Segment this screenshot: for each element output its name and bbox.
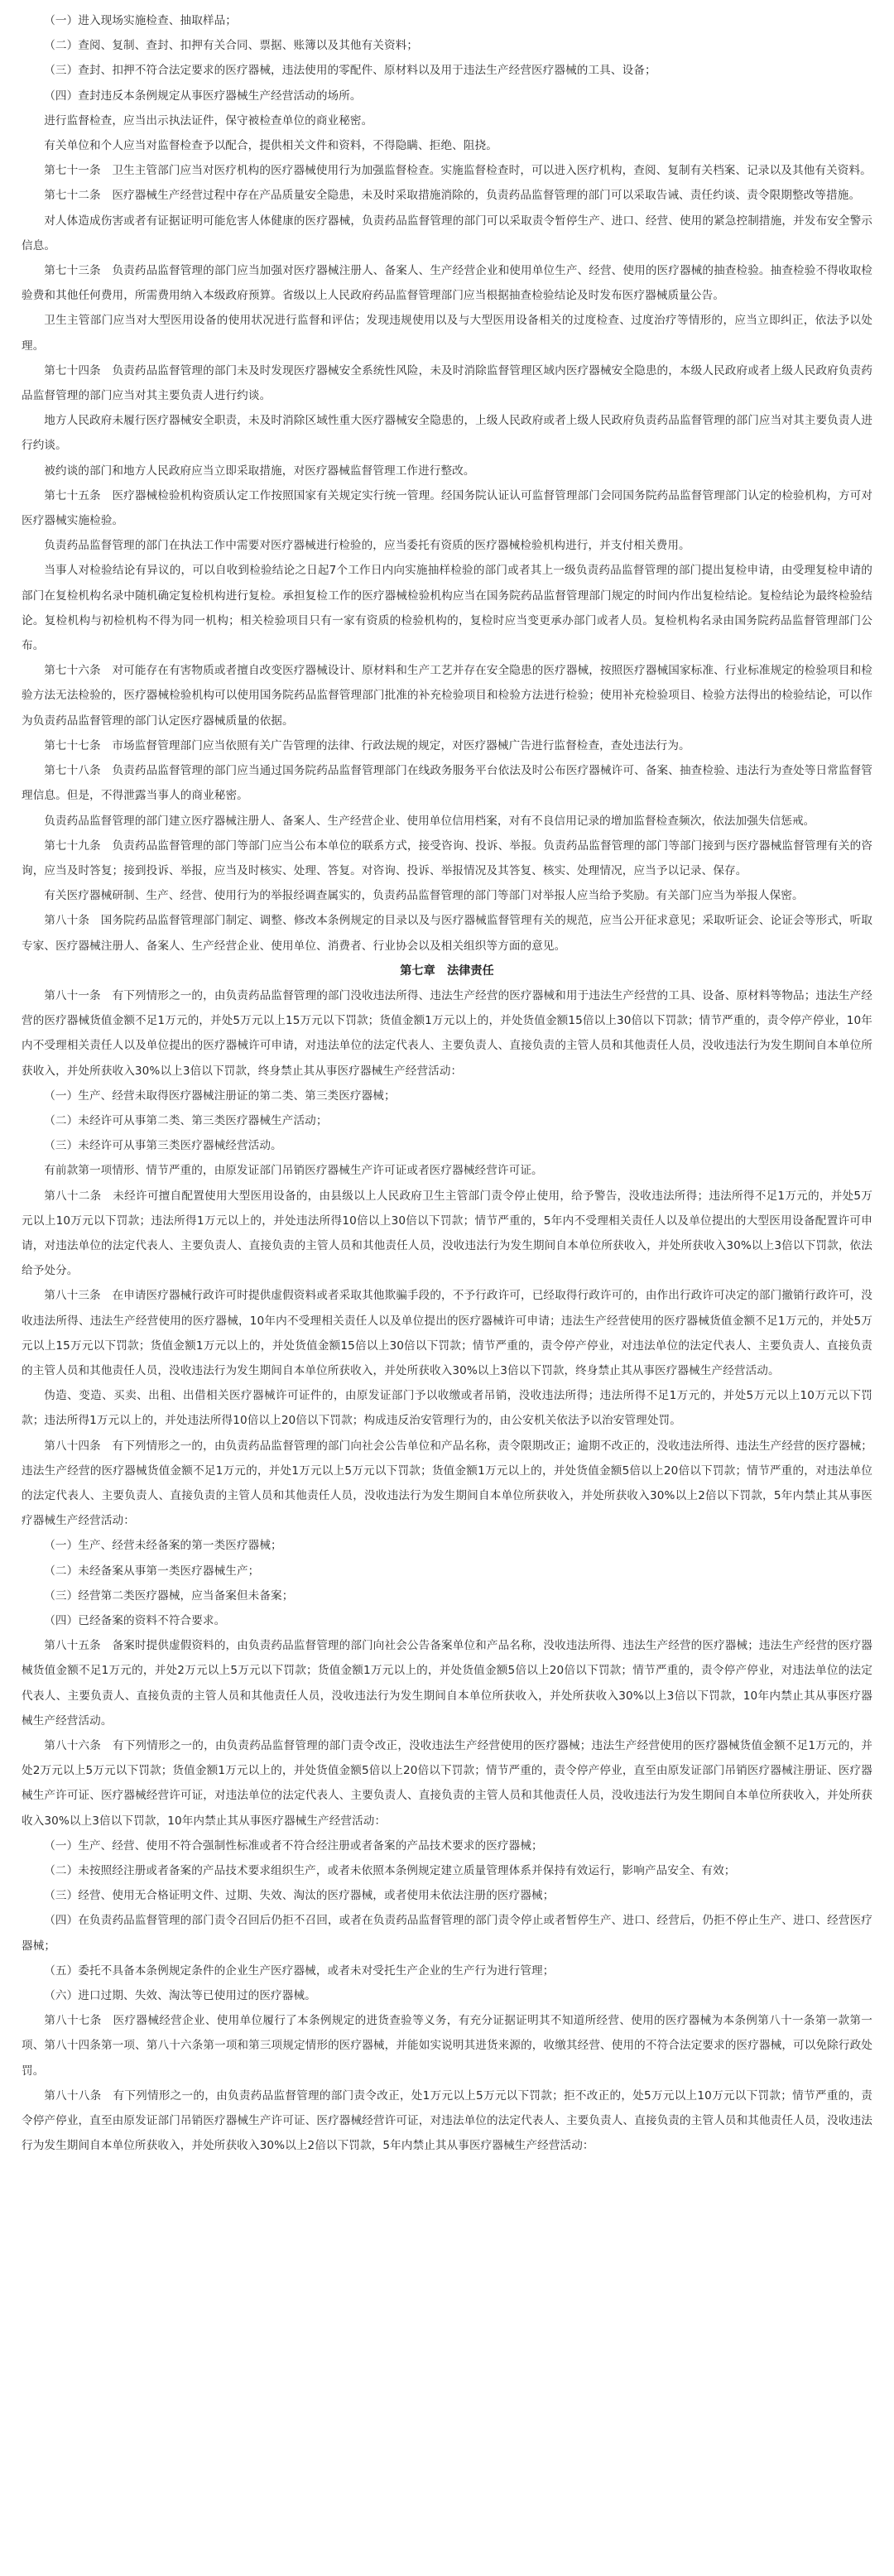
paragraph: 对人体造成伤害或者有证据证明可能危害人体健康的医疗器械，负责药品监督管理的部门可以采取责令暂停生产、进口、经营、使用的紧急控制措施，并发布安全警示信息。 xyxy=(22,214,872,252)
list-item: （三）经营第二类医疗器械，应当备案但未备案； xyxy=(44,1588,294,1603)
list-item: （三）未经许可从事第三类医疗器械经营活动。 xyxy=(44,1139,282,1153)
article-77: 第七十七条 市场监督管理部门应当依照有关广告管理的法律、行政法规的规定，对医疗器械广告进行监督检查，查处违法行为。 xyxy=(44,738,690,752)
list-item: （二）未经许可从事第二类、第三类医疗器械生产活动； xyxy=(44,1113,328,1127)
article-74: 第七十四条 负责药品监督管理的部门未及时发现医疗器械安全系统性风险，未及时消除监督管理区域内医疗器械安全隐患的，本级人民政府或者上级人民政府负责药品监督管理的部门应当对其主要负责人进行约谈。 xyxy=(22,363,872,403)
chapter-heading: 第七章 法律责任 xyxy=(400,964,494,978)
list-item: （六）进口过期、失效、淘汰等已使用过的医疗器械。 xyxy=(44,1989,316,2003)
article-73: 第七十三条 负责药品监督管理的部门应当加强对医疗器械注册人、备案人、生产经营企业和使用单位生产、经营、使用的医疗器械的抽查检验。抽查检验不得收取检验费和其他任何费用，所需费用纳入本级政府预算。省级以上人民政府药品监督管理部门应当根据抽查检验结论及时发布医疗器械质量公告。 xyxy=(22,264,872,303)
list-item: （四）已经备案的资料不符合要求。 xyxy=(44,1614,226,1627)
list-item: （三）经营、使用无合格证明文件、过期、失效、淘汰的医疗器械，或者使用未依法注册的医疗器械； xyxy=(44,1889,555,1903)
paragraph: 被约谈的部门和地方人民政府应当立即采取措施，对医疗器械监督管理工作进行整改。 xyxy=(44,464,475,478)
list-item: （二）未按照经注册或者备案的产品技术要求组织生产，或者未依照本条例规定建立质量管理体系并保持有效运行，影响产品安全、有效； xyxy=(44,1864,736,1878)
article-75: 第七十五条 医疗器械检验机构资质认定工作按照国家有关规定实行统一管理。经国务院认证认可监督管理部门会同国务院药品监督管理部门认定的检验机构，方可对医疗器械实施检验。 xyxy=(22,488,872,528)
paragraph: 地方人民政府未履行医疗器械安全职责，未及时消除区域性重大医疗器械安全隐患的，上级人民政府或者上级人民政府负责药品监督管理的部门应当对其主要负责人进行约谈。 xyxy=(22,414,872,453)
article-72: 第七十二条 医疗器械生产经营过程中存在产品质量安全隐患，未及时采取措施消除的，负责药品监督管理的部门可以采取告诫、责任约谈、责令限期整改等措施。 xyxy=(44,189,861,203)
article-85: 第八十五条 备案时提供虚假资料的，由负责药品监督管理的部门向社会公告备案单位和产品名称，没收违法所得、违法生产经营的医疗器械；违法生产经营的医疗器械货值金额不足1万元的，并处2万元以上5万元以下罚款；货值金额1万元以上的，并处货值金额5倍以上20倍以下罚款；情节严重的，责令停产停业，对违法单位的法定代表人、主要负责人、直接负责的主管人员和其他责任人员，没收违法行为发生期间自本单位所获收入，并处所获收入30%以上3倍以下罚款，10年内禁止其从事医疗器械生产经营活动。 xyxy=(22,1639,872,1728)
article-84: 第八十四条 有下列情形之一的，由负责药品监督管理的部门向社会公告单位和产品名称，责令限期改正；逾期不改正的，没收违法所得、违法生产经营的医疗器械；违法生产经营的医疗器械货值金额不足1万元的，并处1万元以上5万元以下罚款；货值金额1万元以上的，并处货值金额5倍以上20倍以下罚款；情节严重的，对违法单位的法定代表人、主要负责人、直接负责的主管人员和其他责任人员，没收违法行为发生期间自本单位所获收入，并处所获收入30%以上2倍以下罚款，5年内禁止其从事医疗器械生产经营活动： xyxy=(22,1439,872,1528)
list-item: （四）在负责药品监督管理的部门责令召回后仍拒不召回，或者在负责药品监督管理的部门责令停止或者暂停生产、进口、经营后，仍拒不停止生产、进口、经营医疗器械； xyxy=(22,1914,872,1953)
paragraph: 有前款第一项情形、情节严重的，由原发证部门吊销医疗器械生产许可证或者医疗器械经营许可证。 xyxy=(44,1164,543,1178)
paragraph: 当事人对检验结论有异议的，可以自收到检验结论之日起7个工作日内向实施抽样检验的部门或者其上一级负责药品监督管理的部门提出复检申请，由受理复检申请的部门在复检机构名录中随机确定复检机构进行复检。承担复检工作的医疗器械检验机构应当在国务院药品监督管理部门规定的时间内作出复检结论。复检结论为最终检验结论。复检机构与初检机构不得为同一机构；相关检验项目只有一家有资质的检验机构的，复检时应当变更承办部门或者人员。复检机构名录由国务院药品监督管理部门公布。 xyxy=(22,564,872,653)
list-item: （二）未经备案从事第一类医疗器械生产； xyxy=(44,1564,260,1578)
paragraph: （三）查封、扣押不符合法定要求的医疗器械，违法使用的零配件、原材料以及用于违法生产经营医疗器械的工具、设备； xyxy=(44,64,656,78)
paragraph: 有关医疗器械研制、生产、经营、使用行为的举报经调查属实的，负责药品监督管理的部门等部门对举报人应当给予奖励。有关部门应当为举报人保密。 xyxy=(44,889,804,903)
paragraph: 进行监督检查，应当出示执法证件，保守被检查单位的商业秘密。 xyxy=(44,113,373,127)
list-item: （一）生产、经营未经备案的第一类医疗器械； xyxy=(44,1539,282,1553)
article-88: 第八十八条 有下列情形之一的，由负责药品监督管理的部门责令改正，处1万元以上5万元以下罚款；拒不改正的，处5万元以上10万元以下罚款；情节严重的，责令停产停业，直至由原发证部门吊销医疗器械生产许可证、医疗器械经营许可证，对违法单位的法定代表人、主要负责人、直接负责的主管人员和其他责任人员，没收违法行为发生期间自本单位所获收入，并处所获收入30%以上2倍以下罚款，5年内禁止其从事医疗器械生产经营活动： xyxy=(22,2088,872,2153)
paragraph: （二）查阅、复制、查封、扣押有关合同、票据、账簿以及其他有关资料； xyxy=(44,39,419,53)
article-76: 第七十六条 对可能存在有害物质或者擅自改变医疗器械设计、原材料和生产工艺并存在安全隐患的医疗器械，按照医疗器械国家标准、行业标准规定的检验项目和检验方法无法检验的，医疗器械检验机构可以使用国务院药品监督管理部门批准的补充检验项目和检验方法进行检验；使用补充检验项目、检验方法得出的检验结论，可以作为负责药品监督管理的部门认定医疗器械质量的依据。 xyxy=(22,664,872,728)
list-item: （一）生产、经营、使用不符合强制性标准或者不符合经注册或者备案的产品技术要求的医疗器械； xyxy=(44,1838,543,1853)
article-78: 第七十八条 负责药品监督管理的部门应当通过国务院药品监督管理部门在线政务服务平台依法及时公布医疗器械许可、备案、抽查检验、违法行为查处等日常监督管理信息。但是，不得泄露当事人的商业秘密。 xyxy=(22,764,872,803)
article-71: 第七十一条 卫生主管部门应当对医疗机构的医疗器械使用行为加强监督检查。实施监督检查时，可以进入医疗机构，查阅、复制有关档案、记录以及其他有关资料。 xyxy=(44,164,872,178)
paragraph: （一）进入现场实施检查、抽取样品； xyxy=(44,14,237,27)
paragraph: 有关单位和个人应当对监督检查予以配合，提供相关文件和资料，不得隐瞒、拒绝、阻挠。 xyxy=(44,139,497,153)
list-item: （一）生产、经营未取得医疗器械注册证的第二类、第三类医疗器械； xyxy=(44,1089,396,1103)
article-82: 第八十二条 未经许可擅自配置使用大型医用设备的，由县级以上人民政府卫生主管部门责令停止使用，给予警告，没收违法所得；违法所得不足1万元的，并处5万元以上10万元以下罚款；违法所得1万元以上的，并处违法所得10倍以上30倍以下罚款；情节严重的，5年内不受理相关责任人以及单位提出的大型医用设备配置许可申请，对违法单位的法定代表人、主要负责人、直接负责的主管人员和其他责任人员，没收违法行为发生期间自本单位所获收入，并处所获收入30%以上3倍以下罚款，依法给予处分。 xyxy=(22,1189,872,1278)
article-87: 第八十七条 医疗器械经营企业、使用单位履行了本条例规定的进货查验等义务，有充分证据证明其不知道所经营、使用的医疗器械为本条例第八十一条第一款第一项、第八十四条第一项、第八十六条第一项和第三项规定情形的医疗器械，并能如实说明其进货来源的，收缴其经营、使用的不符合法定要求的医疗器械，可以免除行政处罚。 xyxy=(22,2014,872,2078)
article-83: 第八十三条 在申请医疗器械行政许可时提供虚假资料或者采取其他欺骗手段的，不予行政许可，已经取得行政许可的，由作出行政许可决定的部门撤销行政许可，没收违法所得、违法生产经营使用的医疗器械，10年内不受理相关责任人以及单位提出的医疗器械许可申请；违法生产经营使用的医疗器械货值金额不足1万元的，并处5万元以上15万元以下罚款；货值金额1万元以上的，并处货值金额15倍以上30倍以下罚款；情节严重的，责令停产停业，对违法单位的法定代表人、主要负责人、直接负责的主管人员和其他责任人员，没收违法行为发生期间自本单位所获收入，并处所获收入30%以上3倍以下罚款，终身禁止其从事医疗器械生产经营活动。 xyxy=(22,1289,872,1377)
paragraph: 卫生主管部门应当对大型医用设备的使用状况进行监督和评估；发现违规使用以及与大型医用设备相关的过度检查、过度治疗等情形的，应当立即纠正，依法予以处理。 xyxy=(22,314,872,353)
paragraph: 负责药品监督管理的部门在执法工作中需要对医疗器械进行检验的，应当委托有资质的医疗器械检验机构进行，并支付相关费用。 xyxy=(44,539,690,553)
list-item: （五）委托不具备本条例规定条件的企业生产医疗器械，或者未对受托生产企业的生产行为进行管理； xyxy=(44,1963,555,1978)
paragraph: 伪造、变造、买卖、出租、出借相关医疗器械许可证件的，由原发证部门予以收缴或者吊销，没收违法所得；违法所得不足1万元的，并处5万元以上10万元以下罚款；违法所得1万元以上的，并处违法所得10倍以上20倍以下罚款；构成违反治安管理行为的，由公安机关依法予以治安管理处罚。 xyxy=(22,1389,872,1428)
article-81: 第八十一条 有下列情形之一的，由负责药品监督管理的部门没收违法所得、违法生产经营的医疗器械和用于违法生产经营的工具、设备、原材料等物品；违法生产经营的医疗器械货值金额不足1万元的，并处5万元以上15万元以下罚款；货值金额1万元以上的，并处货值金额15倍以上30倍以下罚款；情节严重的，责令停产停业，10年内不受理相关责任人以及单位提出的医疗器械许可申请，对违法单位的法定代表人、主要负责人、直接负责的主管人员和其他责任人员，没收违法行为发生期间自本单位所获收入，并处所获收入30%以上3倍以下罚款，终身禁止其从事医疗器械生产经营活动： xyxy=(22,988,872,1078)
paragraph: （四）查封违反本条例规定从事医疗器械生产经营活动的场所。 xyxy=(44,89,362,103)
article-86: 第八十六条 有下列情形之一的，由负责药品监督管理的部门责令改正，没收违法生产经营使用的医疗器械；违法生产经营使用的医疗器械货值金额不足1万元的，并处2万元以上5万元以下罚款；货值金额1万元以上的，并处货值金额5倍以上20倍以下罚款；情节严重的，责令停产停业，直至由原发证部门吊销医疗器械注册证、医疗器械生产许可证、医疗器械经营许可证，对违法单位的法定代表人、主要负责人、直接负责的主管人员和其他责任人员，没收违法行为发生期间自本单位所获收入，并处所获收入30%以上3倍以下罚款，10年内禁止其从事医疗器械生产经营活动： xyxy=(22,1739,872,1828)
article-80: 第八十条 国务院药品监督管理部门制定、调整、修改本条例规定的目录以及与医疗器械监督管理有关的规范，应当公开征求意见；采取听证会、论证会等形式，听取专家、医疗器械注册人、备案人、生产经营企业、使用单位、消费者、行业协会以及相关组织等方面的意见。 xyxy=(22,914,872,953)
paragraph: 负责药品监督管理的部门建立医疗器械注册人、备案人、生产经营企业、使用单位信用档案，对有不良信用记录的增加监督检查频次，依法加强失信惩戒。 xyxy=(44,814,815,828)
article-79: 第七十九条 负责药品监督管理的部门等部门应当公布本单位的联系方式，接受咨询、投诉、举报。负责药品监督管理的部门等部门接到与医疗器械监督管理有关的咨询，应当及时答复；接到投诉、举报，应当及时核实、处理、答复。对咨询、投诉、举报情况及其答复、核实、处理情况，应当予以记录、保存。 xyxy=(22,839,872,877)
